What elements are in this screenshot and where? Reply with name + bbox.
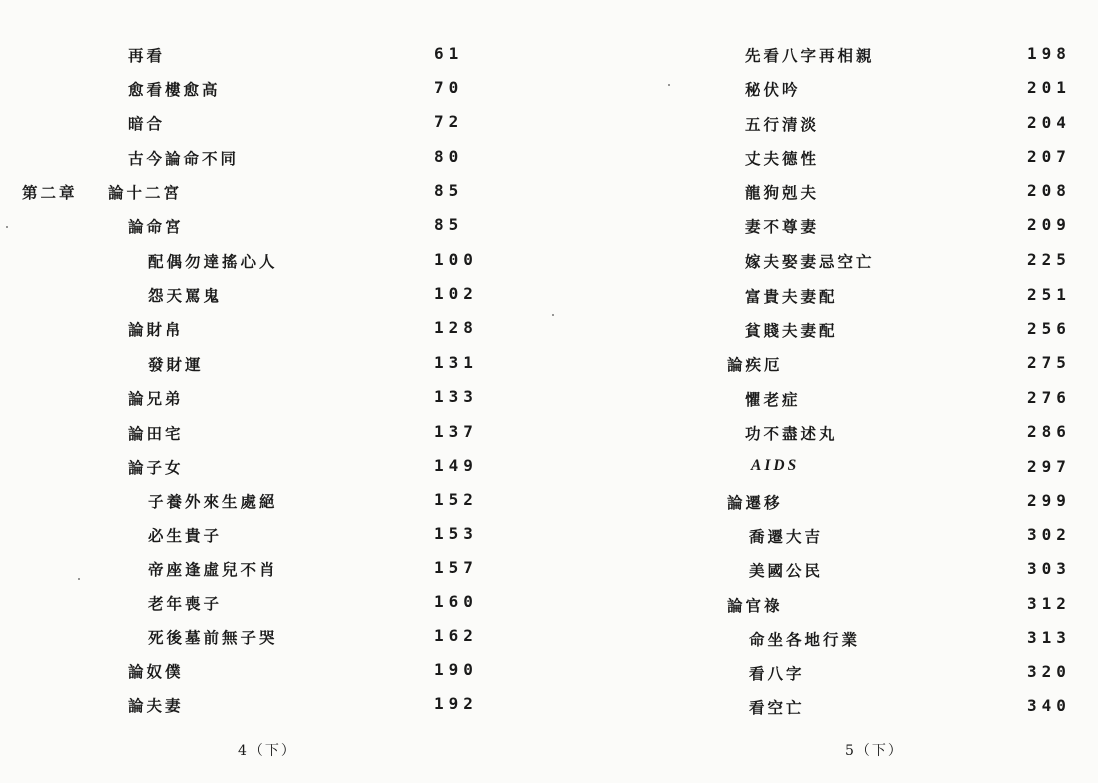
toc-entry-title: 論子女 (128, 458, 184, 477)
toc-entry-title: 看八字 (749, 664, 805, 683)
toc-entry (0, 44, 549, 78)
right-page (549, 0, 1098, 783)
scan-speck (552, 314, 554, 316)
toc-entry (549, 491, 1098, 525)
toc-entry-title: 論夫妻 (128, 696, 184, 715)
toc-entry-page: 313 (1027, 628, 1071, 647)
toc-entry-page: 312 (1027, 594, 1071, 613)
toc-entry (0, 250, 549, 284)
toc-entry (549, 594, 1098, 628)
toc-entry-page: 153 (434, 524, 478, 543)
toc-entry (0, 456, 549, 490)
toc-entry-page: 208 (1027, 181, 1071, 200)
toc-entry-title: 妻不尊妻 (745, 217, 820, 236)
toc-entry-page: 320 (1027, 662, 1071, 681)
toc-entry-title: 配偶勿達搖心人 (148, 252, 278, 271)
toc-entry (0, 78, 549, 112)
toc-entry-title: 帝座逢虛兒不肖 (148, 560, 278, 579)
toc-entry-title: 龍狗剋夫 (745, 183, 820, 202)
toc-entry-title: AIDS (751, 457, 800, 474)
toc-entry-page: 297 (1027, 457, 1071, 476)
toc-entry (0, 147, 549, 181)
toc-entry-page: 251 (1027, 285, 1071, 304)
toc-entry (0, 660, 549, 694)
toc-entry-title: 喬遷大吉 (749, 527, 824, 546)
toc-entry-page: 204 (1027, 113, 1071, 132)
toc-entry-page: 275 (1027, 353, 1071, 372)
toc-entry (549, 319, 1098, 353)
toc-entry (549, 457, 1098, 491)
toc-entry-page: 128 (434, 318, 478, 337)
toc-entry (549, 696, 1098, 730)
toc-entry (0, 524, 549, 558)
toc-entry-title: 古今論命不同 (128, 149, 240, 168)
toc-entry (0, 592, 549, 626)
toc-entry-title: 論疾厄 (727, 355, 783, 374)
toc-entry-page: 133 (434, 387, 478, 406)
page-folio: 4（下） (238, 743, 297, 759)
toc-entry-title: 發財運 (148, 355, 204, 374)
toc-entry-page: 190 (434, 660, 478, 679)
toc-entry (549, 78, 1098, 112)
toc-entry (0, 694, 549, 728)
toc-entry-page: 192 (434, 694, 478, 713)
toc-entry-page: 276 (1027, 388, 1071, 407)
toc-entry-page: 256 (1027, 319, 1071, 338)
toc-entry-title: 五行清淡 (745, 115, 820, 134)
toc-entry-page: 102 (434, 284, 478, 303)
toc-entry-page: 201 (1027, 78, 1071, 97)
toc-entry-page: 137 (434, 422, 478, 441)
toc-entry-page: 61 (434, 44, 464, 63)
toc-entry-page: 85 (434, 215, 464, 234)
toc-entry-page: 72 (434, 112, 464, 131)
toc-entry-title: 子養外來生處絕 (148, 492, 278, 511)
toc-entry-page: 225 (1027, 250, 1071, 269)
toc-entry-title: 論命宮 (128, 217, 184, 236)
scan-speck (668, 84, 670, 86)
toc-entry (549, 525, 1098, 559)
toc-entry (0, 626, 549, 660)
toc-entry-title: 貧賤夫妻配 (745, 321, 838, 340)
toc-entry-page: 207 (1027, 147, 1071, 166)
toc-entry-page: 302 (1027, 525, 1071, 544)
toc-entry (549, 181, 1098, 215)
toc-entry-title: 丈夫德性 (745, 149, 820, 168)
toc-entry-title: 富貴夫妻配 (745, 287, 838, 306)
toc-entry-title: 論田宅 (128, 424, 184, 443)
toc-entry (549, 113, 1098, 147)
toc-entry (549, 285, 1098, 319)
toc-entry-title: 嫁夫娶妻忌空亡 (745, 252, 875, 271)
scan-speck (78, 578, 80, 580)
toc-entry-title: 論兄弟 (128, 389, 184, 408)
toc-entry (0, 353, 549, 387)
chapter-number: 第二章 (22, 183, 78, 202)
toc-entry-title: 愈看樓愈高 (128, 80, 221, 99)
toc-entry (549, 147, 1098, 181)
toc-entry-title: 秘伏吟 (745, 80, 801, 99)
toc-entry-title: 功不盡述丸 (745, 424, 838, 443)
toc-entry-page: 157 (434, 558, 478, 577)
toc-entry (549, 422, 1098, 456)
toc-entry-title: 美國公民 (749, 561, 824, 580)
toc-entry-title: 暗合 (128, 114, 166, 133)
toc-entry-title: 論遷移 (727, 493, 783, 512)
toc-entry-title: 怨天罵鬼 (148, 286, 223, 305)
toc-entry (0, 215, 549, 249)
toc-entry-title: 先看八字再相親 (745, 46, 875, 65)
toc-entry-title: 論十二宮 (108, 183, 183, 202)
toc-entry (0, 422, 549, 456)
toc-entry (549, 44, 1098, 78)
toc-entry (549, 388, 1098, 422)
toc-entry (0, 387, 549, 421)
toc-entry-title: 必生貴子 (148, 526, 223, 545)
toc-entry (0, 558, 549, 592)
scan-speck (6, 226, 8, 228)
toc-entry (549, 559, 1098, 593)
toc-entry-page: 162 (434, 626, 478, 645)
toc-entry (0, 318, 549, 352)
toc-entry-title: 懼老症 (745, 390, 801, 409)
toc-entry-title: 論官祿 (727, 596, 783, 615)
toc-entry-page: 340 (1027, 696, 1071, 715)
toc-entry-page: 100 (434, 250, 478, 269)
toc-entry (549, 215, 1098, 249)
toc-entry-title: 老年喪子 (148, 594, 223, 613)
toc-entry-title: 論財帛 (128, 320, 184, 339)
toc-entry-title: 論奴僕 (128, 662, 184, 681)
toc-entry (0, 284, 549, 318)
toc-entry (549, 250, 1098, 284)
toc-chapter-entry (0, 181, 549, 215)
toc-entry-title: 命坐各地行業 (749, 630, 861, 649)
toc-entry (0, 490, 549, 524)
toc-entry-page: 131 (434, 353, 478, 372)
toc-entry-page: 160 (434, 592, 478, 611)
toc-entry (549, 353, 1098, 387)
toc-entry-page: 286 (1027, 422, 1071, 441)
toc-entry-page: 70 (434, 78, 464, 97)
toc-entry-page: 303 (1027, 559, 1071, 578)
toc-entry (0, 112, 549, 146)
toc-entry (549, 628, 1098, 662)
toc-entry (549, 662, 1098, 696)
toc-entry-page: 299 (1027, 491, 1071, 510)
toc-entry-page: 85 (434, 181, 464, 200)
toc-entry-title: 看空亡 (749, 698, 805, 717)
toc-entry-page: 149 (434, 456, 478, 475)
toc-entry-page: 198 (1027, 44, 1071, 63)
toc-entry-title: 死後墓前無子哭 (148, 628, 278, 647)
toc-entry-title: 再看 (128, 46, 166, 65)
toc-entry-page: 80 (434, 147, 464, 166)
toc-entry-page: 209 (1027, 215, 1071, 234)
page-folio: 5（下） (845, 743, 904, 759)
toc-entry-page: 152 (434, 490, 478, 509)
